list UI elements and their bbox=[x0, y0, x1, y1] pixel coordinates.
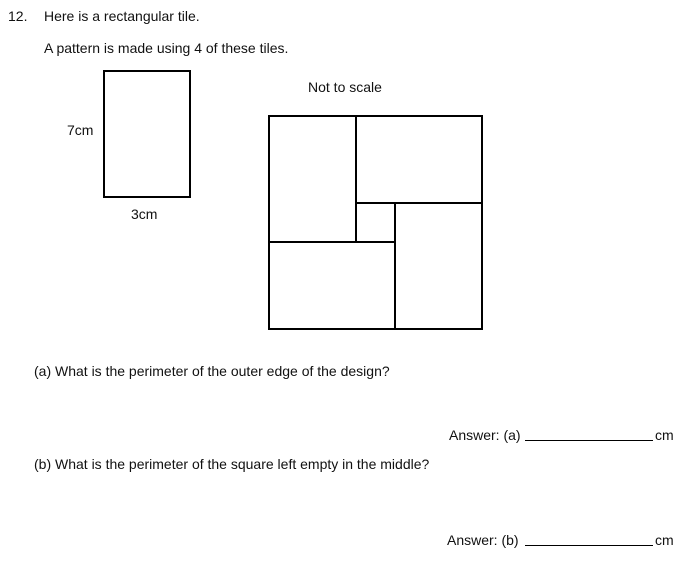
single-tile bbox=[103, 70, 191, 198]
empty-middle-square bbox=[357, 204, 394, 241]
pattern-tile-top-right bbox=[355, 115, 483, 204]
part-a-answer-line[interactable] bbox=[525, 440, 653, 441]
part-a-question: (a) What is the perimeter of the outer edge of the design? bbox=[34, 363, 390, 379]
part-b-answer-label: Answer: (b) bbox=[447, 532, 519, 548]
tile-height-label: 7cm bbox=[67, 122, 94, 138]
pattern-tile-bottom-left bbox=[268, 241, 396, 330]
not-to-scale-note: Not to scale bbox=[308, 79, 382, 95]
part-a-unit: cm bbox=[655, 427, 674, 443]
pattern-tile-top-left bbox=[268, 115, 357, 243]
tile-width-label: 3cm bbox=[131, 206, 158, 222]
part-b-answer-line[interactable] bbox=[525, 545, 653, 546]
part-a-answer-label: Answer: (a) bbox=[449, 427, 521, 443]
question-number: 12. bbox=[8, 8, 28, 24]
part-b-unit: cm bbox=[655, 532, 674, 548]
pattern-tile-bottom-right bbox=[394, 202, 483, 330]
pattern-description: A pattern is made using 4 of these tiles. bbox=[44, 40, 289, 56]
question-intro: Here is a rectangular tile. bbox=[44, 8, 200, 24]
part-b-question: (b) What is the perimeter of the square left empty in the middle? bbox=[34, 456, 430, 472]
